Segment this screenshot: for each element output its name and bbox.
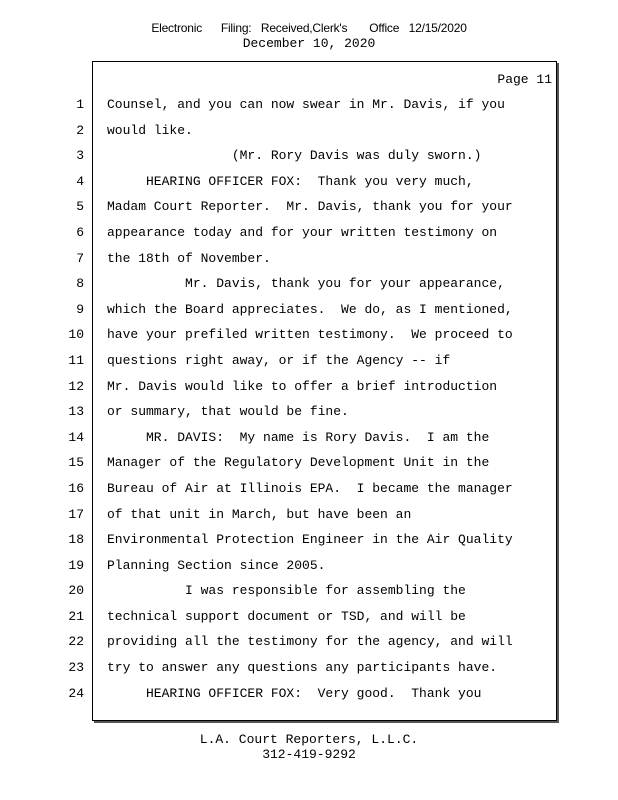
page-number: Page 11 (497, 72, 552, 87)
transcript-line (0, 271, 618, 297)
line-number: 21 (68, 608, 84, 624)
line-text: or summary, that would be fine. (107, 404, 349, 420)
line-text: providing all the testimony for the agency, and will (107, 634, 513, 650)
footer (0, 732, 618, 762)
line-number: 11 (68, 352, 84, 368)
transcript-line (0, 374, 618, 400)
line-text: Environmental Protection Engineer in the Air Quality (107, 532, 513, 548)
transcript-line (0, 92, 618, 118)
line-number: 20 (68, 583, 84, 599)
line-text: MR. DAVIS: My name is Rory Davis. I am the (107, 429, 490, 445)
transcript-line (0, 476, 618, 502)
header-date: December 10, 2020 (242, 36, 376, 51)
filing-stamp (0, 21, 618, 35)
line-number: 13 (68, 404, 84, 420)
transcript-line (0, 450, 618, 476)
line-number: 7 (76, 250, 84, 266)
filing-stamp-part: Filing: (220, 21, 252, 35)
line-number: 5 (76, 199, 84, 215)
filing-stamp-part: Office (369, 21, 400, 35)
line-number: 1 (76, 97, 84, 112)
line-number: 12 (68, 378, 84, 394)
line-text: Bureau of Air at Illinois EPA. I became the manager (107, 480, 513, 496)
transcript-line (0, 322, 618, 348)
line-text: which the Board appreciates. We do, as I mentioned, (107, 301, 513, 317)
line-number: 9 (76, 301, 84, 317)
line-text: Mr. Davis, thank you for your appearance, (107, 276, 505, 292)
transcript-line (0, 118, 618, 144)
line-number: 4 (76, 173, 84, 189)
line-text: the 18th of November. (107, 250, 271, 266)
line-number: 15 (68, 455, 84, 471)
filing-stamp-part: Electronic (151, 21, 203, 35)
transcript-line (0, 604, 618, 630)
line-text: I was responsible for assembling the (107, 583, 466, 599)
line-number: 22 (68, 634, 84, 650)
line-text: try to answer any questions any participants have. (107, 660, 498, 676)
line-text: (Mr. Rory Davis was duly sworn.) (107, 148, 482, 164)
line-number: 23 (68, 660, 84, 676)
transcript-line (0, 399, 618, 425)
line-number: 3 (76, 148, 84, 164)
transcript-line (0, 169, 618, 195)
filing-stamp-part: Received,Clerk's (260, 21, 348, 35)
transcript-line (0, 143, 618, 169)
transcript-line (0, 655, 618, 681)
line-text: Manager of the Regulatory Development Unit in the (107, 455, 490, 471)
transcript-line (0, 220, 618, 246)
line-number: 18 (68, 532, 84, 548)
filing-stamp-part: 12/15/2020 (408, 21, 467, 35)
line-text: of that unit in March, but have been an (107, 506, 412, 522)
transcript-line (0, 553, 618, 579)
line-number: 24 (68, 685, 84, 701)
line-text: Planning Section since 2005. (107, 557, 326, 573)
line-text: HEARING OFFICER FOX: Very good. Thank you (107, 685, 482, 701)
line-text: HEARING OFFICER FOX: Thank you very much, (107, 173, 474, 189)
transcript-line (0, 194, 618, 220)
transcript-line (0, 527, 618, 553)
line-number: 10 (68, 327, 84, 343)
transcript-lines (0, 92, 618, 706)
line-number: 2 (76, 122, 84, 138)
line-text: would like. (107, 122, 193, 138)
transcript-line (0, 629, 618, 655)
line-number: 8 (76, 276, 84, 292)
line-text: Mr. Davis would like to offer a brief introduction (107, 378, 498, 394)
transcript-line (0, 502, 618, 528)
line-number: 6 (76, 224, 84, 240)
transcript-line (0, 297, 618, 323)
line-text: Madam Court Reporter. Mr. Davis, thank you for your (107, 199, 513, 215)
line-number: 19 (68, 557, 84, 573)
line-text: technical support document or TSD, and will be (107, 608, 466, 624)
transcript-line (0, 425, 618, 451)
line-text: Counsel, and you can now swear in Mr. Davis, if you (107, 97, 505, 112)
footer-company: L.A. Court Reporters, L.L.C. (199, 732, 419, 747)
line-text: appearance today and for your written testimony on (107, 224, 498, 240)
line-text: questions right away, or if the Agency -- if (107, 352, 451, 368)
transcript-line (0, 578, 618, 604)
line-number: 17 (68, 506, 84, 522)
transcript-line (0, 246, 618, 272)
footer-phone: 312-419-9292 (262, 747, 356, 762)
line-number: 14 (68, 429, 84, 445)
transcript-line (0, 681, 618, 707)
line-text: have your prefiled written testimony. We proceed to (107, 327, 513, 343)
line-number: 16 (68, 480, 84, 496)
transcript-line (0, 348, 618, 374)
